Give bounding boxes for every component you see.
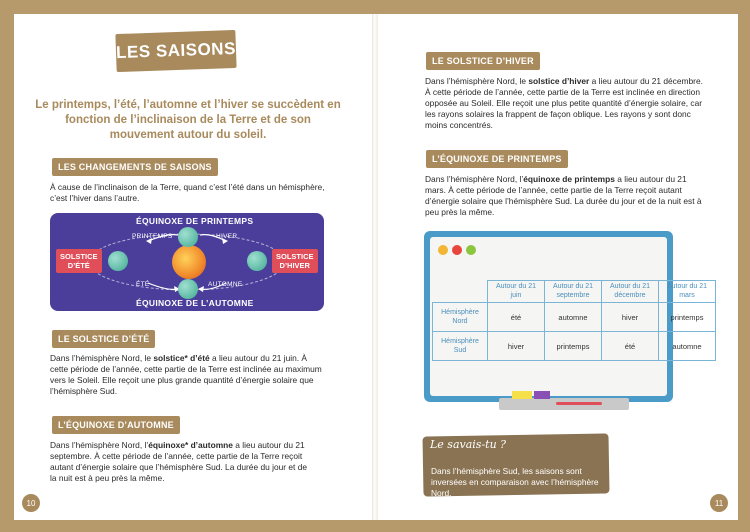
summer-post: a lieu autour du 21 juin. À cette période de l’année, cette partie de la Terre est inclinée au maximum vers le Soleil. Elle reçoit une plus grande quantité d’énergie solaire que l’hémisphère Sud. [50,353,322,396]
seasons-diagram [50,213,324,311]
diagram-bottom-label: ÉQUINOXE DE L’AUTOMNE [136,298,254,308]
left-label-line1: SOLSTICE [60,252,98,261]
table-cell: été [602,332,659,361]
did-you-know-title: Le savais-tu ? [430,438,507,451]
row-header: Hémisphère Sud [433,332,488,361]
eraser-icon [534,391,550,399]
table-corner [433,281,488,303]
spring-bold: équinoxe de printemps [523,174,615,184]
summer-label: LE SOLSTICE D’ÉTÉ [52,330,155,348]
page-number-right: 11 [710,494,728,512]
changes-text: À cause de l’inclinaison de la Terre, quand c’est l’été dans un hémisphère, c’est l’hiver dans l’autre. [50,182,325,203]
arrow-label-hiver: HIVER [216,233,238,240]
table-header: Autour du 21 mars [659,281,716,303]
earth-left-icon [108,251,128,271]
spring-text [425,174,705,218]
table-cell: printemps [659,303,716,332]
page-title: LES SAISONS [115,30,236,72]
arrow-label-printemps: PRINTEMPS [132,233,173,240]
sticky-note-icon [512,391,532,399]
table-cell: automne [659,332,716,361]
arrow-label-automne: AUTOMNE [208,281,243,288]
summer-text [50,353,326,397]
table-row [433,332,716,361]
winter-text [425,76,705,131]
right-label-line2: D’HIVER [279,261,310,270]
earth-top-icon [178,227,198,247]
table-cell: été [488,303,545,332]
winter-label: LE SOLSTICE D’HIVER [426,52,540,70]
diagram-right-label [272,249,318,273]
table-cell: printemps [545,332,602,361]
autumn-bold: équinoxe* d’automne [148,440,233,450]
intro-text: Le printemps, l’été, l’automne et l’hiver se succèdent en fonction de l’inclinaison de la Terre et de son mouvement autour du soleil. [35,99,341,141]
table-header: Autour du 21 septembre [545,281,602,303]
table-header: Autour du 21 décembre [602,281,659,303]
spring-post: a lieu autour du 21 mars. À cette période de l’année, cette partie de la Terre reçoit autant d’énergie solaire que l’hémisphère Sud. La durée du jour et de la nuit est à peu près la même. [425,174,702,217]
page-number-left: 10 [22,494,40,512]
winter-bold: solstice d’hiver [528,76,590,86]
table-header: Autour du 21 juin [488,281,545,303]
winter-post: a lieu autour du 21 décembre. À cette période de l’année, cette partie de la Terre est inclinée en direction opposée au Soleil. Elle reçoit une plus petite quantité d’énergie solaire, car les rayons solaires la frappent de façon oblique. Les rayons y sont donc moins concentrés. [425,76,703,130]
autumn-label: L’ÉQUINOXE D’AUTOMNE [52,416,180,434]
left-label-line2: D’ÉTÉ [67,261,90,270]
row-header: Hémisphère Nord [433,303,488,332]
table-row [433,303,716,332]
summer-pre: Dans l’hémisphère Nord, le [50,353,154,363]
right-label-line1: SOLSTICE [276,252,314,261]
magnet-yellow-icon [438,245,448,255]
table-cell: hiver [488,332,545,361]
earth-right-icon [247,251,267,271]
diagram-top-label: ÉQUINOXE DE PRINTEMPS [136,216,254,226]
winter-pre: Dans l’hémisphère Nord, le [425,76,529,86]
autumn-text [50,440,312,484]
spring-label: L’ÉQUINOXE DE PRINTEMPS [426,150,568,168]
diagram-left-label [56,249,102,273]
arrow-label-ete: ÉTÉ [136,281,150,288]
table-cell: automne [545,303,602,332]
spring-pre: Dans l’hémisphère Nord, l’ [425,174,524,184]
autumn-pre: Dans l’hémisphère Nord, l’ [50,440,149,450]
sun-icon [172,245,206,279]
seasons-table [432,280,716,361]
autumn-post: a lieu autour du 21 septembre. À cette période de l’année, cette partie de la Terre reçoit autant d’énergie solaire que l’hémisphère Sud. La durée du jour et de la nuit est à peu près la même. [50,440,308,483]
marker-icon [556,402,602,405]
did-you-know-text: Dans l’hémisphère Sud, les saisons sont inversées en comparaison avec l’hémisphère Nord. [431,466,599,498]
table-cell: hiver [602,303,659,332]
magnet-green-icon [466,245,476,255]
summer-bold: solstice* d’été [153,353,210,363]
earth-bottom-icon [178,279,198,299]
book-spine [372,14,378,520]
magnet-red-icon [452,245,462,255]
changes-label: LES CHANGEMENTS DE SAISONS [52,158,218,176]
